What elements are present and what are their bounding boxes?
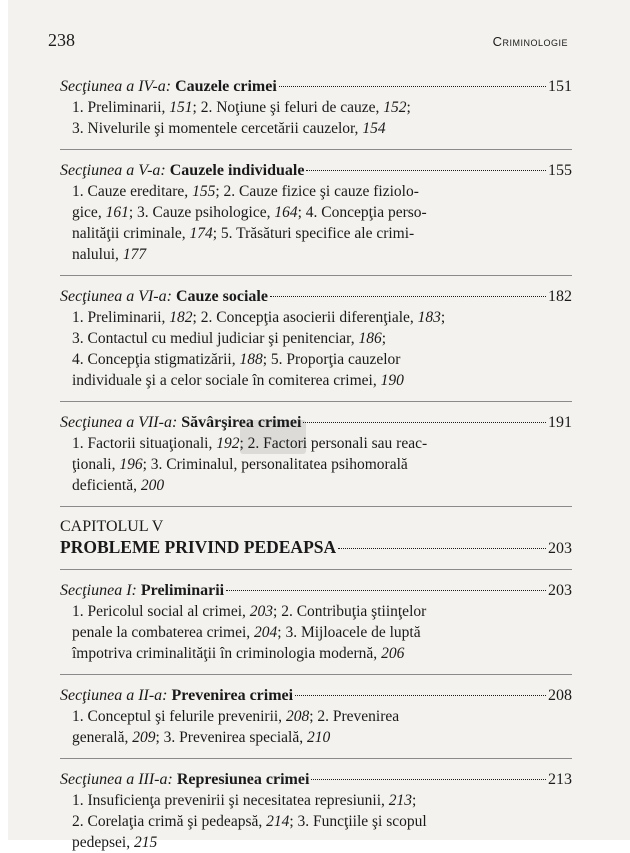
subitem-line — [72, 643, 572, 664]
subitem-text: 1. Factorii situaţionali, — [72, 435, 217, 452]
section-page-number: 208 — [548, 687, 572, 704]
section-heading-line — [60, 286, 572, 307]
subitem-line — [72, 244, 572, 265]
subitem-text: ; 4. Concepţia perso- — [297, 204, 427, 221]
subitem-page: 210 — [307, 729, 331, 746]
chapter-title: PROBLEME PRIVIND PEDEAPSA — [60, 537, 337, 557]
subitem-text: 1. Conceptul şi felurile prevenirii, — [72, 708, 286, 725]
section-divider — [60, 569, 572, 570]
subitem-line — [72, 349, 572, 370]
subitem-page: 174 — [189, 225, 213, 242]
subitem-line — [72, 790, 572, 811]
subitem-line — [72, 202, 572, 223]
subitem-page: 151 — [169, 99, 193, 116]
section-page-number: 191 — [548, 414, 572, 431]
subitem-text: ; — [406, 99, 411, 116]
section-divider — [60, 401, 572, 402]
section-subitems — [60, 706, 572, 748]
subitem-text: 2. Corelaţia crimă şi pedeapsă, — [72, 813, 267, 830]
page-number: 238 — [48, 30, 75, 50]
section-heading — [60, 160, 304, 181]
chapter-block — [60, 517, 572, 559]
subitem-page: 196 — [119, 456, 143, 473]
subitem-line — [72, 622, 572, 643]
subitem-text: 1. Preliminarii, — [72, 309, 170, 326]
section-subitems — [60, 307, 572, 391]
subitem-text: ; — [440, 309, 446, 326]
section-title: Cauzele crimei — [175, 78, 277, 95]
subitem-text: ; 3. Prevenirea specială, — [155, 729, 307, 746]
subitem-line — [72, 454, 572, 475]
subitem-line — [72, 433, 572, 454]
dot-leader — [306, 170, 546, 171]
subitem-text: 1. Pericolul social al crimei, — [72, 603, 250, 620]
toc-section — [60, 580, 572, 664]
section-title: Represiunea crimei — [176, 771, 310, 788]
dot-leader — [279, 86, 546, 87]
subitem-page: 206 — [381, 645, 405, 662]
subitem-page: 204 — [254, 624, 278, 641]
subitem-text: ; 3. Mijloacele de luptă — [277, 624, 421, 641]
subitem-page: 188 — [239, 351, 263, 368]
subitem-text: ; 3. Criminalul, personalitatea psihomorală — [142, 456, 408, 473]
subitem-page: 203 — [249, 603, 274, 620]
section-title: Săvârşirea crimei — [181, 414, 302, 431]
subitem-text: 3. Contactul cu mediul judiciar şi penitenciar, — [72, 330, 359, 347]
section-heading — [60, 769, 309, 790]
subitem-line — [72, 832, 572, 853]
subitem-page: 215 — [133, 834, 158, 851]
subitem-line — [72, 706, 572, 727]
section-title: Cauzele individuale — [169, 162, 305, 179]
toc-section — [60, 685, 572, 748]
section-heading-line — [60, 412, 572, 433]
subitem-page: 152 — [383, 99, 407, 116]
subitem-line — [72, 328, 572, 349]
subitem-page: 161 — [105, 204, 129, 221]
subitem-text: împotriva criminalităţii în criminologia modernă, — [72, 645, 382, 662]
running-head: Criminologie — [492, 34, 568, 49]
section-title: Prevenirea crimei — [171, 687, 294, 704]
subitem-line — [72, 475, 572, 496]
subitem-text: deficientă, — [72, 477, 141, 494]
toc-section — [60, 76, 572, 139]
subitem-text: ; 3. Cauze psihologice, — [128, 204, 275, 221]
section-heading — [60, 76, 277, 97]
subitem-line — [72, 223, 572, 244]
subitem-text: ; 5. Proporţia cauzelor — [262, 351, 401, 368]
dot-leader — [270, 296, 546, 297]
subitem-text: individuale şi a celor sociale în comiterea crimei, — [72, 372, 381, 389]
section-subitems — [60, 433, 572, 496]
subitem-text: pedepsei, — [72, 834, 134, 851]
subitem-text: ; 3. Funcţiile şi scopul — [289, 813, 427, 830]
chapter-title-line — [60, 537, 572, 559]
section-page-number: 182 — [548, 288, 572, 305]
subitem-text: 1. Insuficienţa prevenirii şi necesitatea represiunii, — [72, 792, 389, 809]
subitem-text: ; — [412, 792, 417, 809]
section-page-number: 151 — [548, 78, 572, 95]
subitem-page: 190 — [380, 372, 404, 389]
section-heading-line — [60, 160, 572, 181]
subitem-page: 209 — [132, 729, 156, 746]
section-number: Secţiunea a VII-a: — [60, 414, 178, 431]
page-header — [48, 30, 568, 51]
section-number: Secţiunea I: — [60, 582, 137, 599]
chapter-page-number: 203 — [548, 540, 572, 557]
dot-leader — [311, 779, 546, 780]
subitem-text: 1. Preliminarii, — [72, 99, 170, 116]
subitem-text: ; 2. Cauze fizice şi cauze fiziolo- — [215, 183, 419, 200]
subitem-page: 200 — [140, 477, 165, 494]
section-subitems — [60, 601, 572, 664]
section-number: Secţiunea a II-a: — [60, 687, 168, 704]
toc-section — [60, 160, 572, 265]
section-heading — [60, 412, 301, 433]
section-divider — [60, 674, 572, 675]
subitem-line — [72, 118, 572, 139]
dot-leader — [303, 422, 546, 423]
subitem-page: 164 — [274, 204, 298, 221]
section-heading-line — [60, 580, 572, 601]
section-subitems — [60, 97, 572, 139]
section-heading-line — [60, 769, 572, 790]
section-heading-line — [60, 685, 572, 706]
subitem-text: nalităţii criminale, — [72, 225, 190, 242]
subitem-text: 4. Concepţia stigmatizării, — [72, 351, 240, 368]
subitem-text: ; 5. Trăsături specifice ale crimi- — [212, 225, 415, 242]
subitem-line — [72, 181, 572, 202]
subitem-text: gice, — [72, 204, 106, 221]
subitem-text: ; 2. Prevenirea — [309, 708, 400, 725]
subitem-page: 186 — [358, 330, 382, 347]
subitem-text: ; 2. Concepţia asocierii diferenţiale, — [192, 309, 418, 326]
subitem-text: generală, — [72, 729, 133, 746]
subitem-text: 3. Nivelurile şi momentele cercetării cauzelor, — [72, 120, 363, 137]
toc-section — [60, 412, 572, 496]
subitem-page: 208 — [285, 708, 310, 725]
subitem-page: 192 — [216, 435, 240, 452]
subitem-line — [72, 307, 572, 328]
section-heading — [60, 685, 293, 706]
toc-section — [60, 286, 572, 391]
section-divider — [60, 758, 572, 759]
subitem-text: ; 2. Noţiune şi feluri de cauze, — [192, 99, 384, 116]
subitem-page: 177 — [122, 246, 147, 263]
subitem-text: 1. Cauze ereditare, — [72, 183, 193, 200]
subitem-page: 182 — [169, 309, 193, 326]
subitem-page: 213 — [388, 792, 413, 809]
subitem-page: 154 — [362, 120, 386, 137]
subitem-text: ; — [381, 330, 387, 347]
chapter-label: CAPITOLUL V — [60, 518, 164, 535]
section-number: Secţiunea a III-a: — [60, 771, 173, 788]
dot-leader — [226, 590, 546, 591]
subitem-text: ; 2. Factori personali sau reac- — [239, 435, 428, 452]
section-page-number: 213 — [548, 771, 572, 788]
section-page-number: 155 — [548, 162, 572, 179]
section-subitems — [60, 181, 572, 265]
subitem-line — [72, 97, 572, 118]
section-divider — [60, 275, 572, 276]
section-number: Secţiunea a VI-a: — [60, 288, 172, 305]
subitem-page: 214 — [266, 813, 290, 830]
subitem-line — [72, 727, 572, 748]
subitem-page: 155 — [192, 183, 216, 200]
subitem-line — [72, 370, 572, 391]
table-of-contents — [60, 76, 572, 853]
section-title: Cauze sociale — [175, 288, 268, 305]
subitem-text: nalului, — [72, 246, 123, 263]
section-number: Secţiunea a V-a: — [60, 162, 166, 179]
subitem-line — [72, 811, 572, 832]
subitem-text: ţionali, — [72, 456, 120, 473]
subitem-page: 183 — [417, 309, 441, 326]
section-heading — [60, 580, 224, 601]
dot-leader — [338, 548, 546, 549]
section-heading-line — [60, 76, 572, 97]
dot-leader — [295, 695, 546, 696]
section-page-number: 203 — [548, 582, 572, 599]
section-divider — [60, 149, 572, 150]
subitem-text: penale la combaterea crimei, — [72, 624, 255, 641]
section-subitems — [60, 790, 572, 853]
section-divider — [60, 506, 572, 507]
subitem-line — [72, 601, 572, 622]
section-heading — [60, 286, 268, 307]
subitem-text: ; 2. Contribuţia ştiinţelor — [273, 603, 427, 620]
section-title: Preliminarii — [140, 582, 225, 599]
section-number: Secţiunea a IV-a: — [60, 78, 172, 95]
toc-section — [60, 769, 572, 853]
